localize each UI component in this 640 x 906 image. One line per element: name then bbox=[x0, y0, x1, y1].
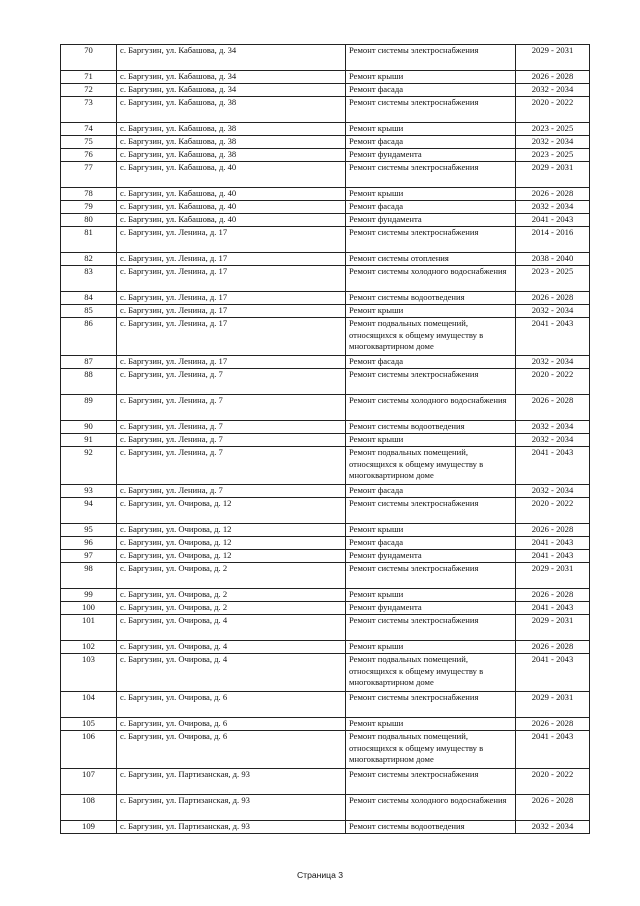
row-number-cell: 82 bbox=[61, 253, 117, 266]
row-number-cell: 87 bbox=[61, 356, 117, 369]
period-cell: 2041 - 2043 bbox=[516, 214, 590, 227]
row-number-cell: 81 bbox=[61, 227, 117, 253]
period-cell: 2029 - 2031 bbox=[516, 162, 590, 188]
period-cell: 2032 - 2034 bbox=[516, 821, 590, 834]
work-type-cell: Ремонт крыши bbox=[346, 434, 516, 447]
row-number-cell: 109 bbox=[61, 821, 117, 834]
row-number-cell: 89 bbox=[61, 395, 117, 421]
row-number-cell: 71 bbox=[61, 71, 117, 84]
period-cell: 2023 - 2025 bbox=[516, 123, 590, 136]
table-row bbox=[61, 188, 590, 201]
work-type-cell: Ремонт подвальных помещений, относящихся к общему имуществу в многоквартирном доме bbox=[346, 654, 516, 692]
period-cell: 2032 - 2034 bbox=[516, 84, 590, 97]
period-cell: 2029 - 2031 bbox=[516, 45, 590, 71]
period-cell: 2026 - 2028 bbox=[516, 395, 590, 421]
period-cell: 2041 - 2043 bbox=[516, 602, 590, 615]
table-row bbox=[61, 485, 590, 498]
address-cell: с. Баргузин, ул. Очирова, д. 12 bbox=[117, 524, 346, 537]
table-row bbox=[61, 136, 590, 149]
address-cell: с. Баргузин, ул. Кабашова, д. 38 bbox=[117, 97, 346, 123]
work-type-cell: Ремонт фундамента bbox=[346, 550, 516, 563]
address-cell: с. Баргузин, ул. Ленина, д. 7 bbox=[117, 485, 346, 498]
table-row bbox=[61, 563, 590, 589]
row-number-cell: 100 bbox=[61, 602, 117, 615]
row-number-cell: 95 bbox=[61, 524, 117, 537]
row-number-cell: 80 bbox=[61, 214, 117, 227]
period-cell: 2032 - 2034 bbox=[516, 136, 590, 149]
row-number-cell: 97 bbox=[61, 550, 117, 563]
period-cell: 2026 - 2028 bbox=[516, 641, 590, 654]
table-row bbox=[61, 162, 590, 188]
table-row bbox=[61, 434, 590, 447]
address-cell: с. Баргузин, ул. Ленина, д. 7 bbox=[117, 369, 346, 395]
row-number-cell: 77 bbox=[61, 162, 117, 188]
page-number: Страница 3 bbox=[296, 870, 344, 880]
table-row bbox=[61, 654, 590, 692]
row-number-cell: 105 bbox=[61, 718, 117, 731]
work-type-cell: Ремонт системы холодного водоснабжения bbox=[346, 395, 516, 421]
row-number-cell: 86 bbox=[61, 318, 117, 356]
row-number-cell: 93 bbox=[61, 485, 117, 498]
table-row bbox=[61, 550, 590, 563]
work-type-cell: Ремонт крыши bbox=[346, 305, 516, 318]
work-type-cell: Ремонт крыши bbox=[346, 71, 516, 84]
work-type-cell: Ремонт системы электроснабжения bbox=[346, 97, 516, 123]
period-cell: 2026 - 2028 bbox=[516, 524, 590, 537]
row-number-cell: 73 bbox=[61, 97, 117, 123]
work-type-cell: Ремонт системы электроснабжения bbox=[346, 563, 516, 589]
period-cell: 2041 - 2043 bbox=[516, 654, 590, 692]
row-number-cell: 104 bbox=[61, 692, 117, 718]
row-number-cell: 107 bbox=[61, 769, 117, 795]
period-cell: 2029 - 2031 bbox=[516, 692, 590, 718]
work-type-cell: Ремонт системы электроснабжения bbox=[346, 615, 516, 641]
work-type-cell: Ремонт системы отопления bbox=[346, 253, 516, 266]
work-type-cell: Ремонт крыши bbox=[346, 188, 516, 201]
table-row bbox=[61, 602, 590, 615]
address-cell: с. Баргузин, ул. Ленина, д. 17 bbox=[117, 266, 346, 292]
work-type-cell: Ремонт системы электроснабжения bbox=[346, 498, 516, 524]
period-cell: 2038 - 2040 bbox=[516, 253, 590, 266]
row-number-cell: 78 bbox=[61, 188, 117, 201]
address-cell: с. Баргузин, ул. Кабашова, д. 34 bbox=[117, 84, 346, 97]
table-row bbox=[61, 369, 590, 395]
period-cell: 2029 - 2031 bbox=[516, 615, 590, 641]
row-number-cell: 98 bbox=[61, 563, 117, 589]
row-number-cell: 70 bbox=[61, 45, 117, 71]
address-cell: с. Баргузин, ул. Очирова, д. 4 bbox=[117, 641, 346, 654]
table-row bbox=[61, 615, 590, 641]
work-type-cell: Ремонт системы электроснабжения bbox=[346, 227, 516, 253]
row-number-cell: 106 bbox=[61, 731, 117, 769]
address-cell: с. Баргузин, ул. Кабашова, д. 38 bbox=[117, 149, 346, 162]
work-type-cell: Ремонт крыши bbox=[346, 718, 516, 731]
address-cell: с. Баргузин, ул. Очирова, д. 12 bbox=[117, 498, 346, 524]
table-row bbox=[61, 524, 590, 537]
period-cell: 2026 - 2028 bbox=[516, 795, 590, 821]
table-row bbox=[61, 395, 590, 421]
row-number-cell: 76 bbox=[61, 149, 117, 162]
table-row bbox=[61, 71, 590, 84]
table-row bbox=[61, 718, 590, 731]
period-cell: 2026 - 2028 bbox=[516, 188, 590, 201]
table-row bbox=[61, 97, 590, 123]
work-type-cell: Ремонт системы электроснабжения bbox=[346, 45, 516, 71]
work-type-cell: Ремонт системы водоотведения bbox=[346, 292, 516, 305]
period-cell: 2023 - 2025 bbox=[516, 266, 590, 292]
work-type-cell: Ремонт системы электроснабжения bbox=[346, 769, 516, 795]
row-number-cell: 96 bbox=[61, 537, 117, 550]
row-number-cell: 85 bbox=[61, 305, 117, 318]
period-cell: 2020 - 2022 bbox=[516, 369, 590, 395]
address-cell: с. Баргузин, ул. Кабашова, д. 40 bbox=[117, 201, 346, 214]
table-row bbox=[61, 447, 590, 485]
period-cell: 2014 - 2016 bbox=[516, 227, 590, 253]
table-row bbox=[61, 641, 590, 654]
address-cell: с. Баргузин, ул. Партизанская, д. 93 bbox=[117, 795, 346, 821]
table-row bbox=[61, 266, 590, 292]
row-number-cell: 72 bbox=[61, 84, 117, 97]
period-cell: 2023 - 2025 bbox=[516, 149, 590, 162]
work-type-cell: Ремонт фасада bbox=[346, 201, 516, 214]
address-cell: с. Баргузин, ул. Кабашова, д. 38 bbox=[117, 123, 346, 136]
address-cell: с. Баргузин, ул. Ленина, д. 17 bbox=[117, 253, 346, 266]
work-type-cell: Ремонт подвальных помещений, относящихся к общему имуществу в многоквартирном доме bbox=[346, 318, 516, 356]
work-type-cell: Ремонт фундамента bbox=[346, 214, 516, 227]
address-cell: с. Баргузин, ул. Ленина, д. 7 bbox=[117, 395, 346, 421]
address-cell: с. Баргузин, ул. Ленина, д. 17 bbox=[117, 292, 346, 305]
row-number-cell: 108 bbox=[61, 795, 117, 821]
row-number-cell: 83 bbox=[61, 266, 117, 292]
work-type-cell: Ремонт крыши bbox=[346, 589, 516, 602]
row-number-cell: 92 bbox=[61, 447, 117, 485]
row-number-cell: 84 bbox=[61, 292, 117, 305]
address-cell: с. Баргузин, ул. Кабашова, д. 34 bbox=[117, 71, 346, 84]
address-cell: с. Баргузин, ул. Очирова, д. 4 bbox=[117, 615, 346, 641]
period-cell: 2032 - 2034 bbox=[516, 305, 590, 318]
address-cell: с. Баргузин, ул. Кабашова, д. 38 bbox=[117, 136, 346, 149]
period-cell: 2026 - 2028 bbox=[516, 292, 590, 305]
address-cell: с. Баргузин, ул. Очирова, д. 12 bbox=[117, 550, 346, 563]
address-cell: с. Баргузин, ул. Ленина, д. 17 bbox=[117, 305, 346, 318]
table-row bbox=[61, 692, 590, 718]
work-type-cell: Ремонт системы водоотведения bbox=[346, 421, 516, 434]
period-cell: 2032 - 2034 bbox=[516, 356, 590, 369]
table-row bbox=[61, 45, 590, 71]
work-type-cell: Ремонт системы электроснабжения bbox=[346, 369, 516, 395]
period-cell: 2041 - 2043 bbox=[516, 550, 590, 563]
table-row bbox=[61, 356, 590, 369]
row-number-cell: 102 bbox=[61, 641, 117, 654]
row-number-cell: 90 bbox=[61, 421, 117, 434]
address-cell: с. Баргузин, ул. Кабашова, д. 40 bbox=[117, 162, 346, 188]
table-row bbox=[61, 537, 590, 550]
address-cell: с. Баргузин, ул. Очирова, д. 6 bbox=[117, 692, 346, 718]
address-cell: с. Баргузин, ул. Ленина, д. 7 bbox=[117, 421, 346, 434]
period-cell: 2041 - 2043 bbox=[516, 447, 590, 485]
table-row bbox=[61, 149, 590, 162]
table-row bbox=[61, 318, 590, 356]
work-type-cell: Ремонт крыши bbox=[346, 641, 516, 654]
row-number-cell: 75 bbox=[61, 136, 117, 149]
table-row bbox=[61, 821, 590, 834]
table-row bbox=[61, 227, 590, 253]
row-number-cell: 103 bbox=[61, 654, 117, 692]
period-cell: 2029 - 2031 bbox=[516, 563, 590, 589]
address-cell: с. Баргузин, ул. Очирова, д. 2 bbox=[117, 602, 346, 615]
table-row bbox=[61, 769, 590, 795]
row-number-cell: 94 bbox=[61, 498, 117, 524]
repair-schedule-table bbox=[60, 44, 590, 834]
work-type-cell: Ремонт системы электроснабжения bbox=[346, 692, 516, 718]
table-row bbox=[61, 421, 590, 434]
address-cell: с. Баргузин, ул. Ленина, д. 17 bbox=[117, 318, 346, 356]
work-type-cell: Ремонт крыши bbox=[346, 524, 516, 537]
table-body bbox=[61, 45, 590, 834]
period-cell: 2032 - 2034 bbox=[516, 434, 590, 447]
period-cell: 2026 - 2028 bbox=[516, 71, 590, 84]
address-cell: с. Баргузин, ул. Кабашова, д. 40 bbox=[117, 188, 346, 201]
address-cell: с. Баргузин, ул. Кабашова, д. 34 bbox=[117, 45, 346, 71]
address-cell: с. Баргузин, ул. Ленина, д. 7 bbox=[117, 434, 346, 447]
work-type-cell: Ремонт фасада bbox=[346, 136, 516, 149]
table-row bbox=[61, 305, 590, 318]
row-number-cell: 91 bbox=[61, 434, 117, 447]
address-cell: с. Баргузин, ул. Кабашова, д. 40 bbox=[117, 214, 346, 227]
work-type-cell: Ремонт подвальных помещений, относящихся к общему имуществу в многоквартирном доме bbox=[346, 731, 516, 769]
row-number-cell: 88 bbox=[61, 369, 117, 395]
period-cell: 2041 - 2043 bbox=[516, 318, 590, 356]
address-cell: с. Баргузин, ул. Очирова, д. 6 bbox=[117, 731, 346, 769]
table-row bbox=[61, 123, 590, 136]
work-type-cell: Ремонт крыши bbox=[346, 123, 516, 136]
work-type-cell: Ремонт фасада bbox=[346, 537, 516, 550]
work-type-cell: Ремонт системы холодного водоснабжения bbox=[346, 266, 516, 292]
period-cell: 2020 - 2022 bbox=[516, 769, 590, 795]
work-type-cell: Ремонт фасада bbox=[346, 485, 516, 498]
period-cell: 2041 - 2043 bbox=[516, 537, 590, 550]
table-row bbox=[61, 795, 590, 821]
address-cell: с. Баргузин, ул. Партизанская, д. 93 bbox=[117, 821, 346, 834]
table-row bbox=[61, 498, 590, 524]
work-type-cell: Ремонт подвальных помещений, относящихся к общему имуществу в многоквартирном доме bbox=[346, 447, 516, 485]
address-cell: с. Баргузин, ул. Очирова, д. 4 bbox=[117, 654, 346, 692]
row-number-cell: 99 bbox=[61, 589, 117, 602]
period-cell: 2032 - 2034 bbox=[516, 201, 590, 214]
work-type-cell: Ремонт фундамента bbox=[346, 149, 516, 162]
table-row bbox=[61, 589, 590, 602]
work-type-cell: Ремонт фасада bbox=[346, 356, 516, 369]
period-cell: 2032 - 2034 bbox=[516, 485, 590, 498]
address-cell: с. Баргузин, ул. Очирова, д. 6 bbox=[117, 718, 346, 731]
address-cell: с. Баргузин, ул. Ленина, д. 17 bbox=[117, 227, 346, 253]
address-cell: с. Баргузин, ул. Очирова, д. 2 bbox=[117, 563, 346, 589]
address-cell: с. Баргузин, ул. Ленина, д. 7 bbox=[117, 447, 346, 485]
address-cell: с. Баргузин, ул. Партизанская, д. 93 bbox=[117, 769, 346, 795]
table-row bbox=[61, 731, 590, 769]
table-row bbox=[61, 201, 590, 214]
table-row bbox=[61, 214, 590, 227]
period-cell: 2032 - 2034 bbox=[516, 421, 590, 434]
work-type-cell: Ремонт системы водоотведения bbox=[346, 821, 516, 834]
address-cell: с. Баргузин, ул. Ленина, д. 17 bbox=[117, 356, 346, 369]
row-number-cell: 74 bbox=[61, 123, 117, 136]
row-number-cell: 101 bbox=[61, 615, 117, 641]
table-row bbox=[61, 253, 590, 266]
work-type-cell: Ремонт системы холодного водоснабжения bbox=[346, 795, 516, 821]
period-cell: 2026 - 2028 bbox=[516, 718, 590, 731]
work-type-cell: Ремонт фундамента bbox=[346, 602, 516, 615]
address-cell: с. Баргузин, ул. Очирова, д. 12 bbox=[117, 537, 346, 550]
work-type-cell: Ремонт системы электроснабжения bbox=[346, 162, 516, 188]
period-cell: 2020 - 2022 bbox=[516, 97, 590, 123]
period-cell: 2020 - 2022 bbox=[516, 498, 590, 524]
period-cell: 2026 - 2028 bbox=[516, 589, 590, 602]
address-cell: с. Баргузин, ул. Очирова, д. 2 bbox=[117, 589, 346, 602]
table-row bbox=[61, 84, 590, 97]
row-number-cell: 79 bbox=[61, 201, 117, 214]
work-type-cell: Ремонт фасада bbox=[346, 84, 516, 97]
period-cell: 2041 - 2043 bbox=[516, 731, 590, 769]
table-row bbox=[61, 292, 590, 305]
